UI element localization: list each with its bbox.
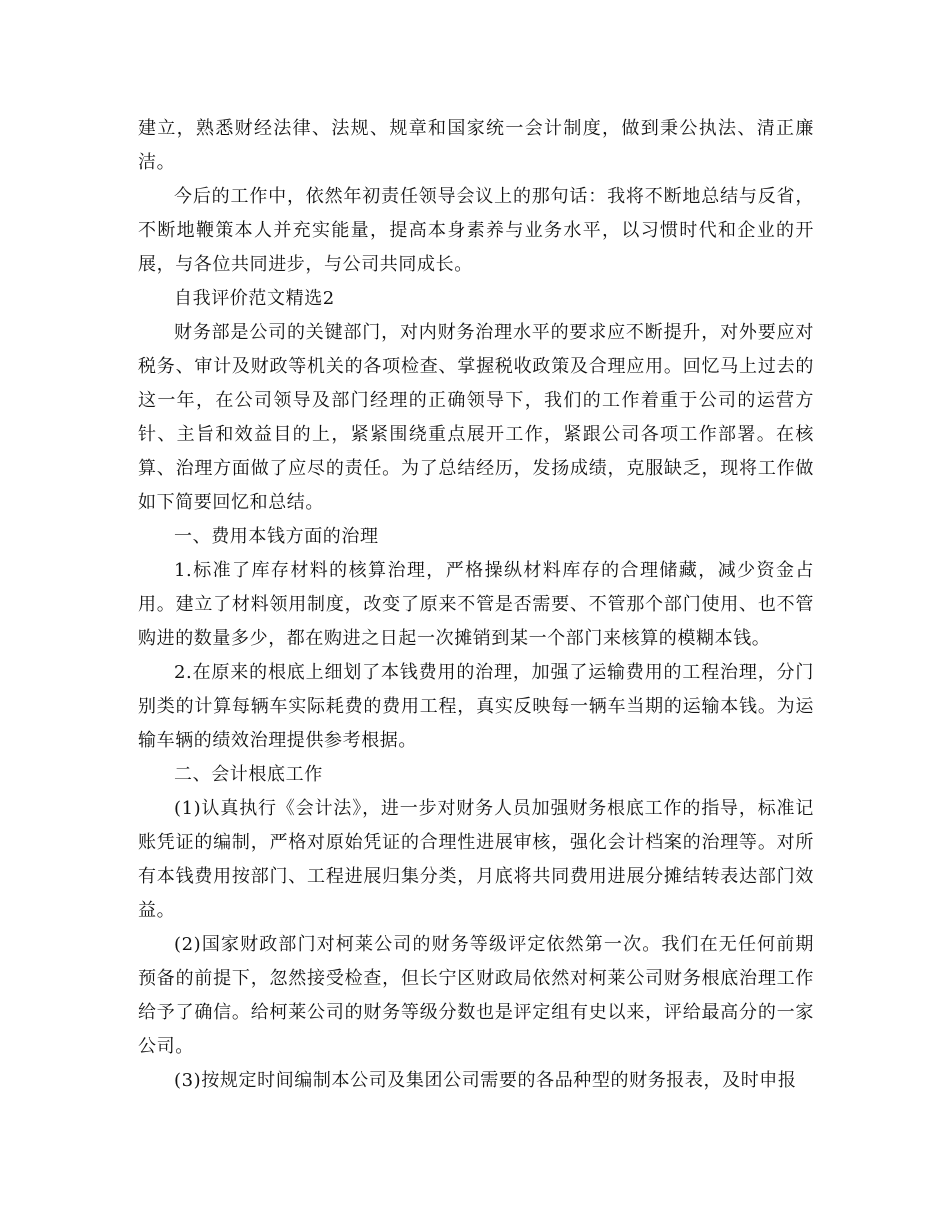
paragraph-point-2: (2)国家财政部门对柯莱公司的财务等级评定依然第一次。我们在无任何前期预备的前提下，忽然接受检查，但长宁区财政局依然对柯莱公司财务根底治理工作给予了确信。给柯莱公司的财务等级分数也是评定组有史以来，评给最高分的一家公司。 [138, 934, 814, 1057]
paragraph-continuation: 建立，熟悉财经法律、法规、规章和国家统一会计制度，做到秉公执法、清正廉洁。 [138, 118, 814, 173]
section-title-self-evaluation-2: 自我评价范文精选2 [174, 288, 335, 309]
paragraph-point-1: (1)认真执行《会计法》，进一步对财务人员加强财务根底工作的指导，标准记账凭证的编制，严格对原始凭证的合理性进展审核，强化会计档案的治理等。对所有本钱费用按部门、工程进展归集分类，月底将共同费用进展分摊结转表达部门效益。 [138, 798, 814, 921]
paragraph-future-work: 今后的工作中，依然年初责任领导会议上的那句话：我将不断地总结与反省，不断地鞭策本人并充实能量，提高本身素养与业务水平，以习惯时代和企业的开展，与各位共同进步，与公司共同成长。 [138, 186, 814, 275]
paragraph-point-3: (3)按规定时间编制本公司及集团公司需要的各品种型的财务报表，及时申报 [174, 1070, 797, 1091]
paragraph-item-1: 1.标准了库存材料的核算治理，严格操纵材料库存的合理储藏，减少资金占用。建立了材料领用制度，改变了原来不管是否需要、不管那个部门使用、也不管购进的数量多少，都在购进之日起一次摊销到某一个部门来核算的模糊本钱。 [138, 560, 814, 649]
paragraph-item-2: 2.在原来的根底上细划了本钱费用的治理，加强了运输费用的工程治理，分门别类的计算每辆车实际耗费的费用工程，真实反映每一辆车当期的运输本钱。为运输车辆的绩效治理提供参考根据。 [138, 662, 814, 751]
document-body [138, 112, 814, 1098]
paragraph-finance-department: 财务部是公司的关键部门，对内财务治理水平的要求应不断提升，对外要应对税务、审计及财政等机关的各项检查、掌握税收政策及合理应用。回忆马上过去的这一年，在公司领导及部门经理的正确领导下，我们的工作着重于公司的运营方针、主旨和效益目的上，紧紧围绕重点展开工作，紧跟公司各项工作部署。在核算、治理方面做了应尽的责任。为了总结经历，发扬成绩，克服缺乏，现将工作做如下简要回忆和总结。 [138, 322, 814, 513]
heading-cost-management: 一、费用本钱方面的治理 [174, 526, 379, 547]
heading-accounting-basics: 二、会计根底工作 [174, 764, 323, 785]
